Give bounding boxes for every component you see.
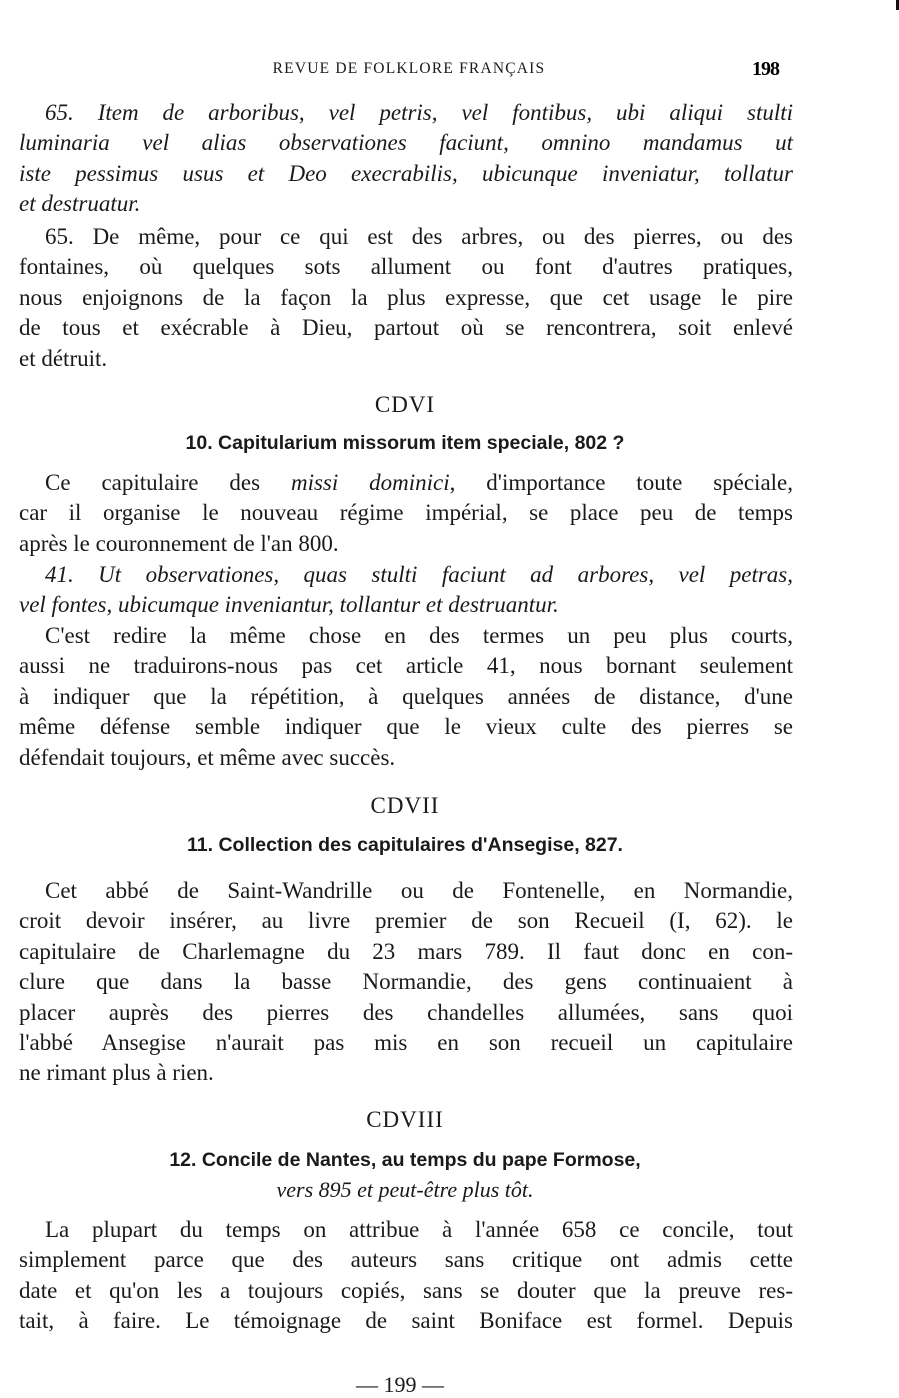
text-line: nous enjoignons de la façon la plus expresse, que cet usage le pire [19,284,793,310]
text-line: et détruit. [19,345,108,371]
latin-paragraph-41 [19,560,793,621]
text-line: La plupart du temps on attribue à l'année 658 ce concile, tout [45,1217,793,1242]
bottom-page-number: — 199 — [356,1372,444,1397]
text-line: C'est redire la même chose en des termes un peu plus courts, [45,623,793,648]
text-line: clure que dans la basse Normandie, des gens continuaient à [19,969,793,995]
text-line: après le couronnement de l'an 800. [19,530,339,556]
text-line: Cet abbé de Saint-Wandrille ou de Fontenelle, en Normandie, [45,878,793,903]
text-line: l'abbé Ansegise n'aurait pas mis en son recueil un capitulaire [19,1029,793,1055]
text-line: vel fontes, ubicumque inveniantur, tollantur et destruantur. [19,592,559,618]
text-line: à indiquer que la répétition, à quelques années de distance, d'une [19,683,793,709]
section-number-cdvii: CDVII [370,793,440,818]
section-number-cdviii: CDVIII [366,1107,444,1132]
text-line: car il organise le nouveau régime impérial, se place peu de temps [19,500,793,526]
text-line: iste pessimus usus et Deo execrabilis, ubicunque inveniatur, tollatur [19,160,793,186]
text-span: , d'importance toute spéciale, [449,470,794,495]
section-number-cdvi: CDVI [374,392,436,417]
text-line: croit devoir insérer, au livre premier de son Recueil (I, 62). le [19,908,793,934]
text-line: 65. Item de arboribus, vel petris, vel fontibus, ubi aliqui stulti [45,100,793,125]
cdvii-paragraph [19,876,793,1089]
text-line: même défense semble indiquer que le vieux culte des pierres se [19,714,793,740]
cdvi-intro-paragraph [19,468,793,559]
text-line: aussi ne traduirons-nous pas cet article 41, nous bornant seulement [19,653,793,679]
cdvi-commentary-paragraph [19,621,793,773]
text-line: simplement parce que des auteurs sans critique ont admis cette [19,1247,793,1273]
text-line: date et qu'on les a toujours copiés, sans se douter que la preuve res- [19,1277,793,1303]
italic-term: missi dominici [290,470,450,495]
text-line: de tous et exécrable à Dieu, partout où se rencontrera, soit enlevé [19,315,793,341]
text-line [19,468,793,498]
section-heading-11: 11. Collection des capitulaires d'Ansegise, 827. [187,834,623,856]
text-line: fontaines, où quelques sots allument ou font d'autres pratiques, [19,254,793,280]
latin-paragraph-65 [19,98,793,220]
running-title: REVUE DE FOLKLORE FRANÇAIS [272,60,546,77]
text-line: ne rimant plus à rien. [19,1060,214,1086]
section-subheading-12: vers 895 et peut-être plus tôt. [276,1177,534,1202]
text-line: et destruatur. [19,191,141,217]
text-line: capitulaire de Charlemagne du 23 mars 789. Il faut donc en con- [19,938,793,964]
section-heading-12: 12. Concile de Nantes, au temps du pape Formose, [169,1149,641,1171]
text-line: 65. De même, pour ce qui est des arbres, ou des pierres, ou des [45,224,793,249]
text-line: défendait toujours, et même avec succès. [19,744,396,770]
top-page-number: 198 [752,58,779,80]
french-paragraph-65 [19,222,793,374]
text-span: Ce capitulaire des [45,470,291,495]
section-heading-10: 10. Capitularium missorum item speciale, 802 ? [185,432,625,454]
text-line: 41. Ut observationes, quas stulti faciunt ad arbores, vel petras, [45,562,793,587]
text-line: tait, à faire. Le témoignage de saint Boniface est formel. Depuis [19,1308,793,1334]
cdviii-paragraph [19,1215,793,1337]
text-line: placer auprès des pierres des chandelles allumées, sans quoi [19,999,793,1025]
text-line: luminaria vel alias observationes faciunt, omnino mandamus ut [19,130,793,156]
